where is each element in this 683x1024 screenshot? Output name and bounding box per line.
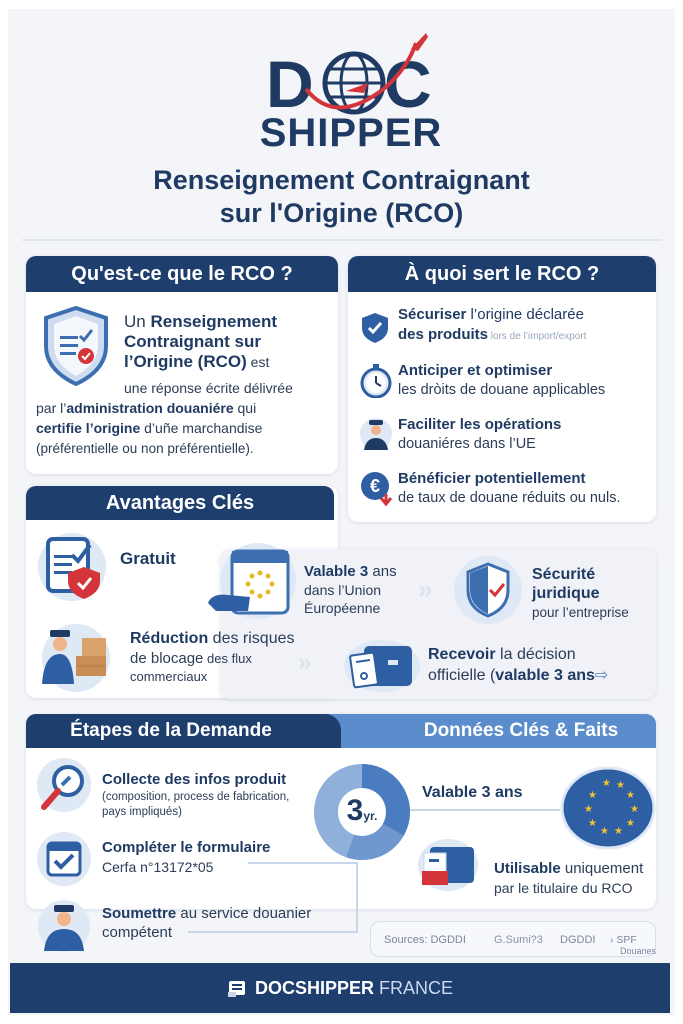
svg-text:★: ★ [614, 826, 623, 837]
connector-line-3 [356, 864, 358, 932]
euro-down-icon [360, 470, 394, 508]
customs-officer-icon [360, 416, 392, 452]
advantages-header: Avantages Clés [26, 486, 334, 520]
svg-text:★: ★ [626, 818, 635, 829]
sources-douanes: Douanes [620, 946, 657, 956]
footer-country: FRANCE [374, 977, 454, 998]
step-item-1: Collecte des infos produit (composition, process de fabrication, pays impliqués) [36, 757, 316, 827]
chevrons-icon-2: » [298, 649, 312, 676]
infographic-page [8, 9, 675, 1015]
svg-text:★: ★ [588, 818, 597, 829]
stopwatch-icon [360, 364, 392, 398]
logo-wordmark: SHIPPER [259, 111, 443, 155]
svg-text:D: D [266, 47, 314, 121]
facts-usable: Utilisable uniquement [494, 860, 644, 877]
steps-header: Étapes de la Demande [70, 720, 272, 741]
step-item-3: Soumettre au service douanier compétent [36, 899, 356, 955]
what-is-card [26, 256, 338, 474]
donut-number: 3 [346, 794, 364, 827]
facts-valid-label: Valable 3 ans [422, 784, 523, 801]
svg-text:★: ★ [602, 778, 611, 789]
page-title [8, 164, 675, 230]
sources-dgddi: DGDDI [560, 934, 596, 946]
chevrons-icon: » [418, 574, 433, 604]
advantage-security: Sécurité juridique pour l’entreprise [452, 554, 652, 634]
calendar-check-icon [36, 831, 92, 887]
svg-text:★: ★ [630, 804, 639, 815]
shield-check-icon [360, 312, 390, 344]
title-divider [22, 239, 662, 241]
what-is-line-5: (préférentielle ou non préférentielle). [36, 441, 254, 456]
arrow-line [410, 809, 560, 811]
magnifier-icon [36, 757, 92, 817]
eu-globe-icon [558, 766, 658, 850]
step-item-2: Compléter le formulaire Cerfa n°13172*05 [36, 831, 316, 889]
purpose-header: À quoi sert le RCO ? [348, 256, 656, 292]
purpose-item-2: Anticiper et optimiser les dròits de douane applicables [360, 358, 652, 404]
footer-brand: DOCSHIPPER [254, 977, 374, 998]
svg-text:★: ★ [616, 780, 625, 791]
purpose-item-3: Faciliter les opérations douaniéres dans l’UE [360, 412, 652, 458]
facts-header: Données Clés & Faits [423, 720, 619, 741]
svg-text:★: ★ [588, 790, 597, 801]
document-check-icon [36, 531, 110, 601]
donut-chart [314, 764, 410, 860]
svg-text:€: € [369, 476, 381, 496]
sources-text: Sources: DGDDI [384, 934, 466, 946]
shield-legal-icon [452, 554, 524, 626]
connector-line-1 [248, 862, 358, 864]
officer-boxes-icon [38, 622, 118, 692]
connector-line-2 [188, 931, 358, 933]
facts-usable-line-2: par le titulaire du RCO [494, 880, 633, 896]
advantage-receive: Recevoir la décision officielle (valable 3 ans⇨ [342, 634, 662, 698]
svg-text:★: ★ [600, 826, 609, 837]
svg-text:C: C [384, 47, 432, 121]
title-line-2: sur l'Origine (RCO) [219, 198, 464, 228]
what-is-header: Qu'est-ce que le RCO ? [26, 256, 338, 292]
briefcase-document-icon [416, 835, 480, 893]
customs-officer-icon [36, 899, 92, 953]
purpose-item-1: Sécuriser l’origine déclarée des produits lors de l’import/export [360, 304, 652, 350]
svg-text:★: ★ [584, 804, 593, 815]
footer-bar [10, 963, 670, 1013]
docshipper-logo-icon [227, 978, 249, 998]
sources-spf: › SPF [610, 934, 637, 946]
title-line-1: Renseignement Contraignant [153, 165, 530, 195]
docshipper-logo [256, 27, 446, 159]
purpose-card [348, 256, 656, 522]
what-is-line-3: par l’administration douaniére qui [36, 400, 257, 416]
advantage-valid: Valable 3 ans dans l’Union Éuropéenne [208, 541, 428, 621]
advantage-risk: Réduction des risques de blocage des flux commerciaux [38, 622, 338, 698]
purpose-item-4: € Bénéficier potentiellement de taux de douane réduits ou nuls. [360, 466, 652, 512]
advantage-free: Gratuit [36, 531, 206, 601]
what-is-text: Un Renseignement Contraignant sur l’Origine (RCO) est [124, 312, 278, 371]
eu-calendar-icon [208, 541, 300, 621]
svg-text:★: ★ [626, 790, 635, 801]
sources-garbled: G.Sumi?3 [494, 934, 543, 946]
briefcase-document-icon [342, 634, 422, 694]
what-is-line-2: une réponse écrite délivrée [124, 380, 293, 396]
arrow-right-icon: ⇨ [594, 667, 609, 684]
shield-document-icon [42, 306, 110, 391]
donut-unit: yr. [363, 809, 378, 823]
what-is-line-4: certifie l’origine d’uñe marchandise [36, 420, 263, 436]
